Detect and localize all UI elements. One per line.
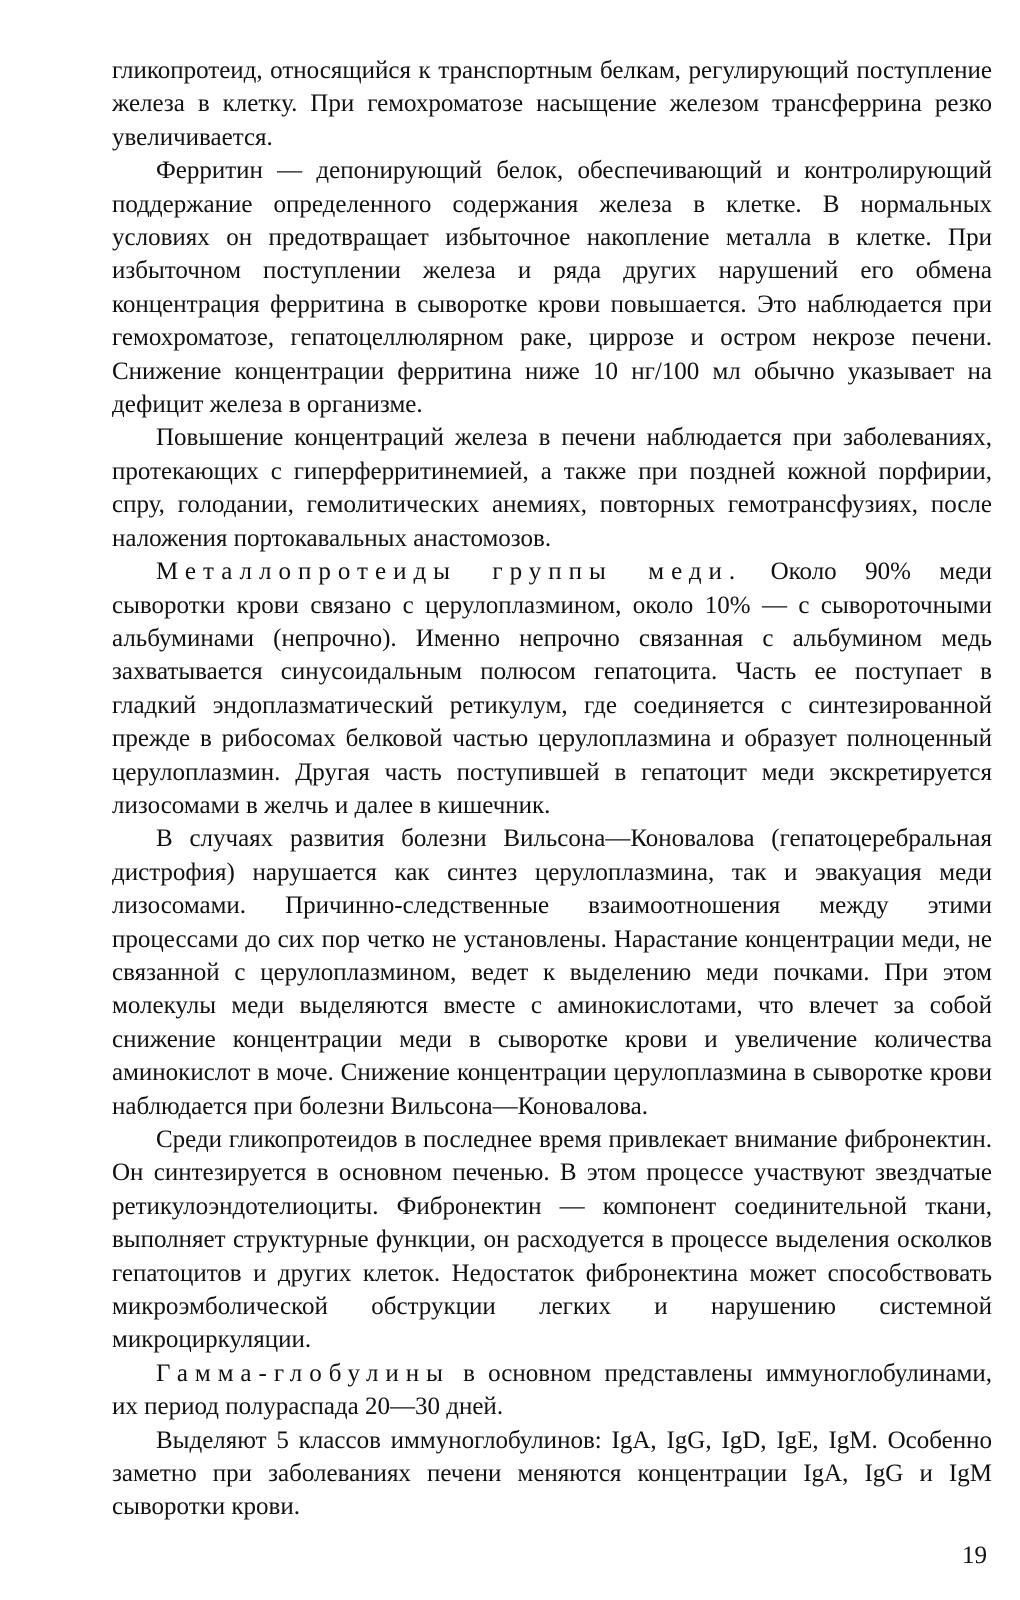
book-page-text bbox=[112, 54, 992, 1524]
paragraph-fibronectin: Среди гликопротеидов в последнее время привлекает внимание фибронектин. Он синтезируется в основном печенью. В этом процессе участвуют звездчатые ретикулоэндотелиоциты. Фибронектин — компонент соединительной ткани, выполняет структурные функции, он расходуется в процессе выделения осколков гепатоцитов и других клеток. Недостаток фибронектина может способствовать микроэмболической обструкции легких и нарушению системной микроциркуляции. bbox=[112, 1126, 992, 1354]
paragraph-transferrin: гликопротеид, относящийся к транспортным белкам, регулирующий поступление железа в клетку. При гемохроматозе насыщение железом трансферрина резко увеличивается. bbox=[112, 57, 992, 151]
paragraph-gamma-body: в основном представлены иммуноглобулинами, их период полураспада 20—30 дней. bbox=[112, 1359, 992, 1421]
paragraph-ferritin: Ферритин — депонирующий белок, обеспечивающий и контролирующий поддержание определенного содержания железа в клетке. В нормальных условиях он предотвращает избыточное накопление металла в клетке. При избыточном поступлении железа и ряда других нарушений его обмена концентрация ферритина в сыворотке крови повышается. Это наблюдается при гемохроматозе, гепатоцеллюлярном раке, циррозе и остром некрозе печени. Снижение концентрации ферритина ниже 10 нг/100 мл обычно указывает на дефицит железа в организме. bbox=[112, 157, 992, 419]
paragraph-immunoglobulin-classes: Выделяют 5 классов иммуноглобулинов: IgA, IgG, IgD, IgE, IgM. Особенно заметно при заболеваниях печени меняются концентрации IgA, IgG и IgM сыворотки крови. bbox=[112, 1426, 992, 1521]
spaced-heading-gamma: Гамма-глобулины bbox=[156, 1359, 450, 1387]
paragraph-wilson-disease: В случаях развития болезни Вильсона—Коновалова (гепатоцеребральная дистрофия) нарушается как синтез церулоплазмина, так и эвакуация меди лизосомами. Причинно-следственные взаимоотношения между этими процессами до сих пор четко не установлены. Нарастание концентрации меди, не связанной с церулоплазмином, ведет к выделению меди почками. При этом молекулы меди выделяются вместе с аминокислотами, что влечет за собой снижение концентрации меди в сыворотке крови и увеличение количества аминокислот в моче. Снижение концентрации церулоплазмина в сыворотке крови наблюдается при болезни Вильсона—Коновалова. bbox=[112, 825, 992, 1120]
page-number: 19 bbox=[962, 1542, 987, 1569]
paragraph-copper-body: Около 90% меди сыворотки крови связано с церулоплазмином, около 10% — с сывороточными альбуминами (непрочно). Именно непрочно связанная с альбумином медь захватывается синусоидальным полюсом гепатоцита. Часть ее поступает в гладкий эндоплазматический ретикулум, где соединяется с синтезированной прежде в рибосомах белковой частью церулоплазмина и образует полноценный церулоплазмин. Другая часть поступившей в гепатоцит меди экскретируется лизосомами в желчь и далее в кишечник. bbox=[112, 558, 992, 819]
paragraph-liver-iron: Повышение концентраций железа в печени наблюдается при заболеваниях, протекающих с гиперферритинемией, а также при поздней кожной порфирии, спру, голодании, гемолитических анемиях, повторных гемотрансфузиях, после наложения портокавальных анастомозов. bbox=[112, 424, 992, 552]
spaced-heading-copper: Металлопротеиды группы меди. bbox=[156, 558, 743, 586]
paragraph-copper-metalloproteins bbox=[112, 555, 992, 822]
paragraph-gamma-globulins bbox=[112, 1357, 992, 1424]
